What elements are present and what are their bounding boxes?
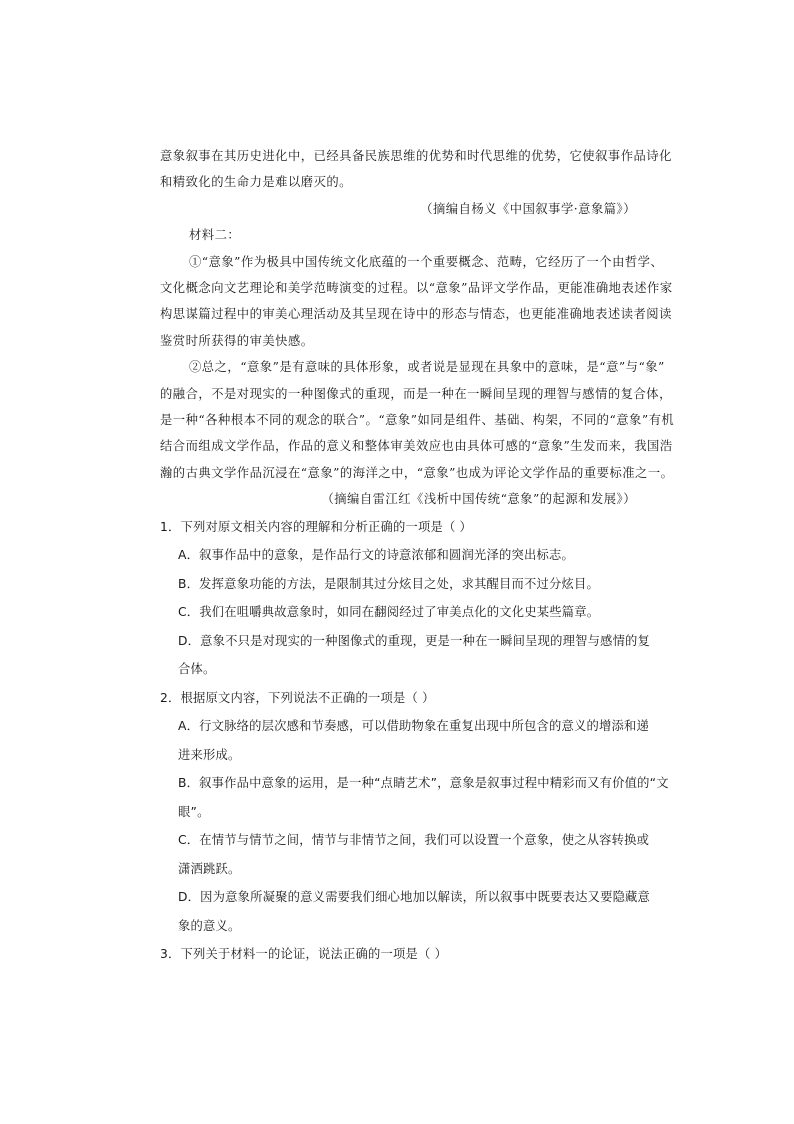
option-c-continued: 潇洒跳跃。: [178, 861, 241, 876]
question-stem: 2．根据原文内容，下列说法不正确的一项是（ ）: [160, 690, 435, 705]
passage-line: 鉴赏时所获得的审美快感。: [160, 333, 314, 348]
passage-line: 和精致化的生命力是难以磨灭的。: [160, 175, 352, 190]
question-stem: 3．下列关于材料一的论证，说法正确的一项是（ ）: [160, 947, 448, 962]
option-d-continued: 象的意义。: [178, 918, 241, 933]
passage-line: 瀚的古典文学作品沉浸在“意象”的海洋之中，“意象”也成为评论文学作品的重要标准之一。: [160, 465, 674, 480]
question-stem: 1．下列对原文相关内容的理解和分析正确的一项是（ ）: [160, 519, 473, 534]
exam-page: [160, 143, 675, 969]
option-c: C．我们在咀嚼典故意象时，如同在翻阅经过了审美点化的文化史某些篇章。: [178, 605, 600, 620]
passage-line: ①“意象”作为极具中国传统文化底蕴的一个重要概念、范畴，它经历了一个由哲学、: [189, 254, 664, 269]
passage-line: 构思谋篇过程中的审美心理活动及其呈现在诗中的形态与情态，也更能准确地表述读者阅读: [160, 307, 672, 322]
source-citation: （摘编自杨义《中国叙事学·意象篇》）: [420, 201, 636, 216]
passage-line: 意象叙事在其历史进化中，已经具备民族思维的优势和时代思维的优势，它使叙事作品诗化: [160, 149, 672, 163]
option-b: B．叙事作品中意象的运用，是一种“点睛艺术”，意象是叙事过程中精彩而又有价值的“文: [178, 776, 669, 791]
option-b: B．发挥意象功能的方法，是限制其过分炫目之处，求其醒目而不过分炫目。: [178, 576, 600, 591]
option-a: A．叙事作品中的意象，是作品行文的诗意浓郁和圆润光泽的突出标志。: [178, 548, 575, 563]
option-d: D．意象不只是对现实的一种图像式的重现，更是一种在一瞬间呈现的理智与感情的复: [178, 633, 651, 648]
passage-line: 文化概念向文艺理论和美学范畴演变的过程。以“意象”品评文学作品，更能准确地表述作家: [160, 281, 673, 296]
passage-line: 的融合，不是对现实的一种图像式的重现，而是一种在一瞬间呈现的理智与感情的复合体，: [160, 386, 672, 401]
option-d-continued: 合体。: [178, 662, 216, 677]
option-b-continued: 眼”。: [178, 804, 210, 819]
option-c: C．在情节与情节之间，情节与非情节之间，我们可以设置一个意象，使之从容转换或: [178, 833, 650, 848]
passage-line: 结合而组成文学作品，作品的意义和整体审美效应也由具体可感的“意象”生发而来，我国浩: [160, 439, 673, 454]
passage-line: ②总之，“意象”是有意味的具体形象，或者说是显现在具象中的意味，是“意”与“象”: [189, 360, 665, 375]
material-title: 材料二：: [189, 228, 241, 243]
option-a-continued: 进来形成。: [178, 747, 241, 762]
passage-line: 是一种“各种根本不同的观念的联合”。“意象”如同是组件、基础、构架，不同的“意象”有机: [160, 413, 675, 428]
source-citation: （摘编自雷江红《浅析中国传统“意象”的起源和发展》）: [321, 492, 636, 507]
option-a: A．行文脉络的层次感和节奏感，可以借助物象在重复出现中所包含的意义的增添和递: [178, 719, 649, 734]
option-d: D．因为意象所凝聚的意义需要我们细心地加以解读，所以叙事中既要表达又要隐藏意: [178, 890, 651, 905]
